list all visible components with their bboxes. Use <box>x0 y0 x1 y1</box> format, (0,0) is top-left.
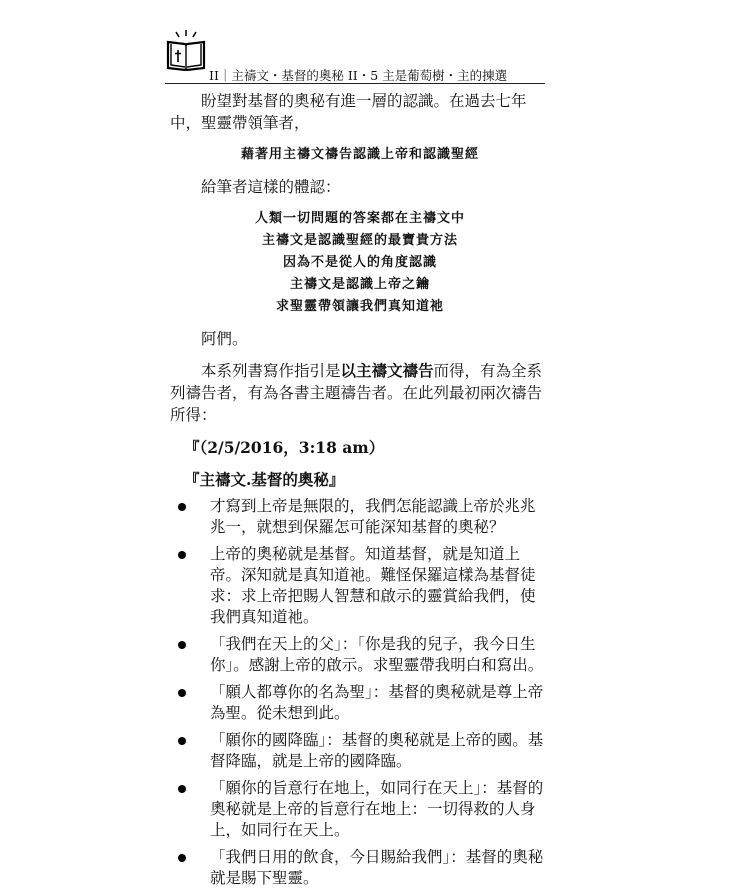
list-item-text: 「願你的旨意行在地上，如同行在天上」：基督的奧秘就是上帝的旨意行在地上：一切得救的人身上，如同行在天上。 <box>210 779 544 839</box>
list-item-text: 「我們在天上的父」：「你是我的兒子，我今日生你」。感謝上帝的啟示。求聖靈帶我明白和寫出。 <box>210 635 544 674</box>
list-item-text: 「我們日用的飲食，今日賜給我們」：基督的奧秘就是賜下聖靈。 <box>210 848 544 887</box>
poem-block <box>170 208 550 318</box>
list-item-text: 上帝的奧秘就是基督。知道基督，就是知道上帝。深知就是真知道祂。難怪保羅這樣為基督徒求：求上帝把賜人智慧和啟示的靈賞給我們，使我們真知道祂。 <box>210 545 536 626</box>
list-item-text: 才寫到上帝是無限的，我們怎能認識上帝於兆兆兆一，就想到保羅怎可能深知基督的奧秘？ <box>210 497 536 536</box>
bullet-icon <box>178 737 186 745</box>
bullet-icon <box>178 641 186 649</box>
list-item <box>170 730 550 772</box>
bullet-list <box>170 496 550 889</box>
series-text-bold: 以主禱文禱告 <box>340 361 434 380</box>
running-head: II｜主禱文・基督的奧秘 II・5 主是葡萄樹・主的揀選 <box>209 68 508 83</box>
bullet-icon <box>178 785 186 793</box>
list-item-text: 「願你的國降臨」：基督的奧秘就是上帝的國。基督降臨，就是上帝的國降臨。 <box>210 731 544 770</box>
poem-line: 因為不是從人的角度認識 <box>282 255 437 270</box>
list-item <box>170 778 550 841</box>
section-title: 『主禱文.基督的奧秘』 <box>184 470 345 489</box>
open-bible-icon <box>165 28 207 72</box>
header-rule <box>165 83 545 84</box>
bullet-icon <box>178 551 186 559</box>
series-text-a: 本系列書寫作指引是 <box>201 362 341 380</box>
series-paragraph <box>170 360 550 426</box>
poem-line: 人類一切問題的答案都在主禱文中 <box>254 211 465 226</box>
poem-line: 主禱文是認識上帝之鑰 <box>289 277 430 292</box>
poem-line: 求聖靈帶領讓我們真知道祂 <box>275 299 444 314</box>
date-line: 『（2/5/2016，3:18 am） <box>184 438 385 457</box>
list-item-text: 「願人都尊你的名為聖」：基督的奧秘就是尊上帝為聖。從未想到此。 <box>210 683 544 722</box>
intro-paragraph-2: 給筆者這樣的體認： <box>201 178 341 196</box>
centered-line: 藉著用主禱文禱告認識上帝和認識聖經 <box>240 147 479 162</box>
page-content <box>170 90 550 895</box>
series-text-b: 而得，有為全系列禱告者，有為各書主題禱告者。在此列最初兩次禱告所得： <box>170 362 543 424</box>
page-header <box>165 28 545 88</box>
poem-line: 主禱文是認識聖經的最寶貴方法 <box>261 233 458 248</box>
list-item <box>170 544 550 628</box>
bullet-icon <box>178 854 186 862</box>
intro-paragraph: 盼望對基督的奧秘有進一層的認識。在過去七年中，聖靈帶領筆者， <box>170 92 527 132</box>
list-item <box>170 496 550 538</box>
list-item <box>170 847 550 889</box>
bullet-icon <box>178 689 186 697</box>
list-item <box>170 634 550 676</box>
bullet-icon <box>178 503 186 511</box>
list-item <box>170 682 550 724</box>
amen-line: 阿們。 <box>201 330 248 348</box>
